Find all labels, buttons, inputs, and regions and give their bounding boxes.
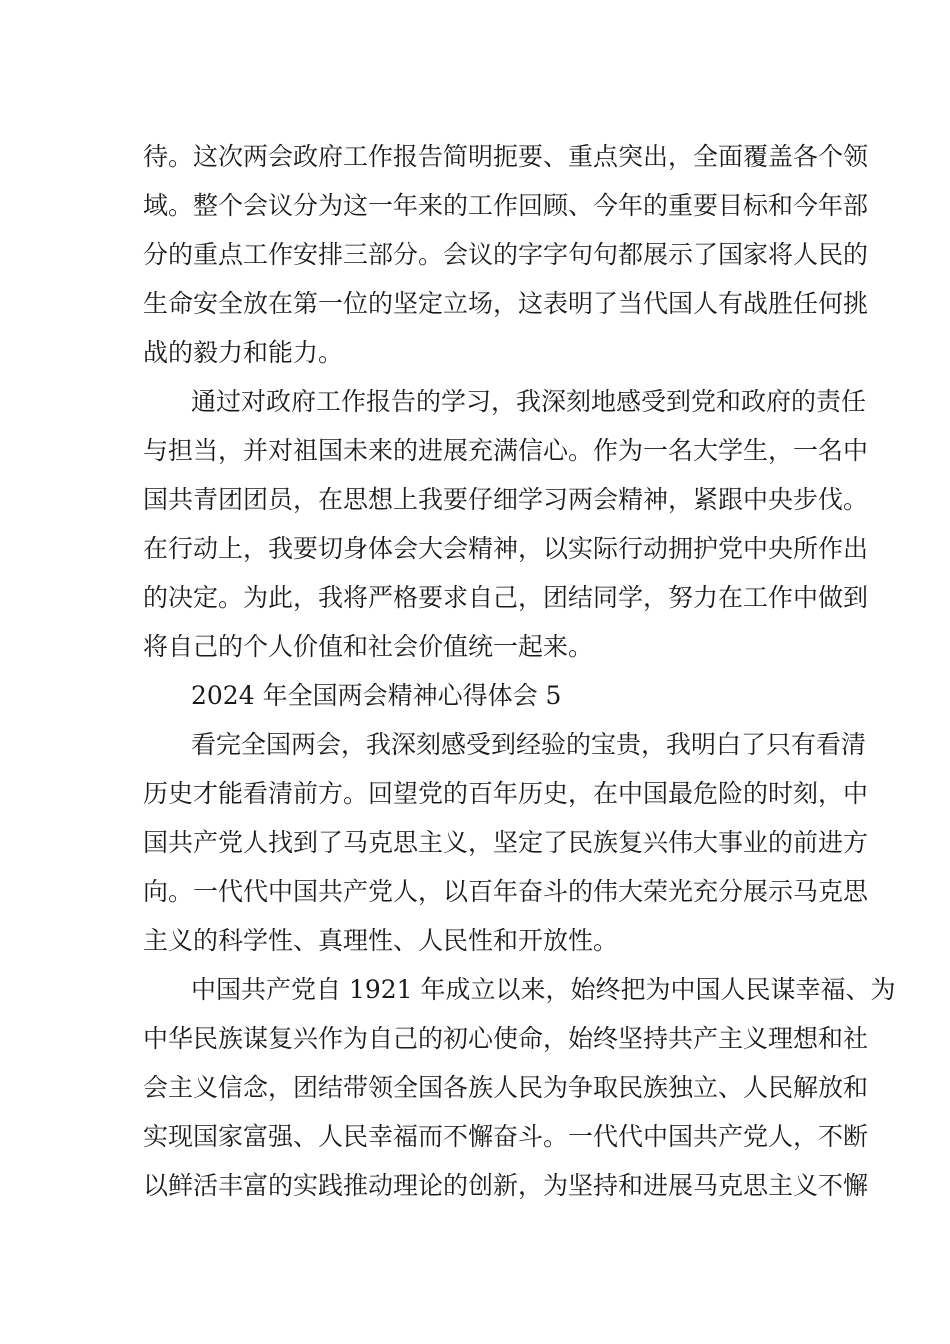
paragraph-line: 中国共产党自 1921 年成立以来，始终把为中国人民谋幸福、为 bbox=[191, 975, 896, 1004]
paragraph-line: 的决定。为此，我将严格要求自己，团结同学，努力在工作中做到 bbox=[143, 583, 869, 612]
paragraph-line: 中华民族谋复兴作为自己的初心使命，始终坚持共产主义理想和社 bbox=[143, 1024, 869, 1053]
paragraph-line: 域。整个会议分为这一年来的工作回顾、今年的重要目标和今年部 bbox=[143, 191, 869, 220]
paragraph-line: 待。这次两会政府工作报告简明扼要、重点突出，全面覆盖各个领 bbox=[143, 142, 869, 171]
paragraph-line: 通过对政府工作报告的学习，我深刻地感受到党和政府的责任 bbox=[191, 387, 867, 416]
paragraph-line: 国共产党人找到了马克思主义，坚定了民族复兴伟大事业的前进方 bbox=[143, 828, 869, 857]
paragraph-line: 生命安全放在第一位的坚定立场，这表明了当代国人有战胜任何挑 bbox=[143, 289, 869, 318]
paragraph-line: 会主义信念，团结带领全国各族人民为争取民族独立、人民解放和 bbox=[143, 1073, 869, 1102]
paragraph-line: 在行动上，我要切身体会大会精神，以实际行动拥护党中央所作出 bbox=[143, 534, 869, 563]
section-heading: 2024 年全国两会精神心得体会 5 bbox=[191, 681, 562, 710]
paragraph-line: 历史才能看清前方。回望党的百年历史，在中国最危险的时刻，中 bbox=[143, 779, 869, 808]
paragraph-line: 战的毅力和能力。 bbox=[143, 338, 344, 367]
paragraph-line: 分的重点工作安排三部分。会议的字字句句都展示了国家将人民的 bbox=[143, 240, 869, 269]
paragraph-line: 将自己的个人价值和社会价值统一起来。 bbox=[143, 632, 594, 661]
paragraph-line: 看完全国两会，我深刻感受到经验的宝贵，我明白了只有看清 bbox=[191, 730, 867, 759]
paragraph-line: 国共青团团员，在思想上我要仔细学习两会精神，紧跟中央步伐。 bbox=[143, 485, 869, 514]
paragraph-line: 与担当，并对祖国未来的进展充满信心。作为一名大学生，一名中 bbox=[143, 436, 869, 465]
paragraph-line: 实现国家富强、人民幸福而不懈奋斗。一代代中国共产党人，不断 bbox=[143, 1122, 869, 1151]
document-body bbox=[143, 132, 896, 1210]
paragraph-line: 以鲜活丰富的实践推动理论的创新，为坚持和进展马克思主义不懈 bbox=[143, 1171, 869, 1200]
paragraph-line: 向。一代代中国共产党人，以百年奋斗的伟大荣光充分展示马克思 bbox=[143, 877, 869, 906]
paragraph-line: 主义的科学性、真理性、人民性和开放性。 bbox=[143, 926, 619, 955]
